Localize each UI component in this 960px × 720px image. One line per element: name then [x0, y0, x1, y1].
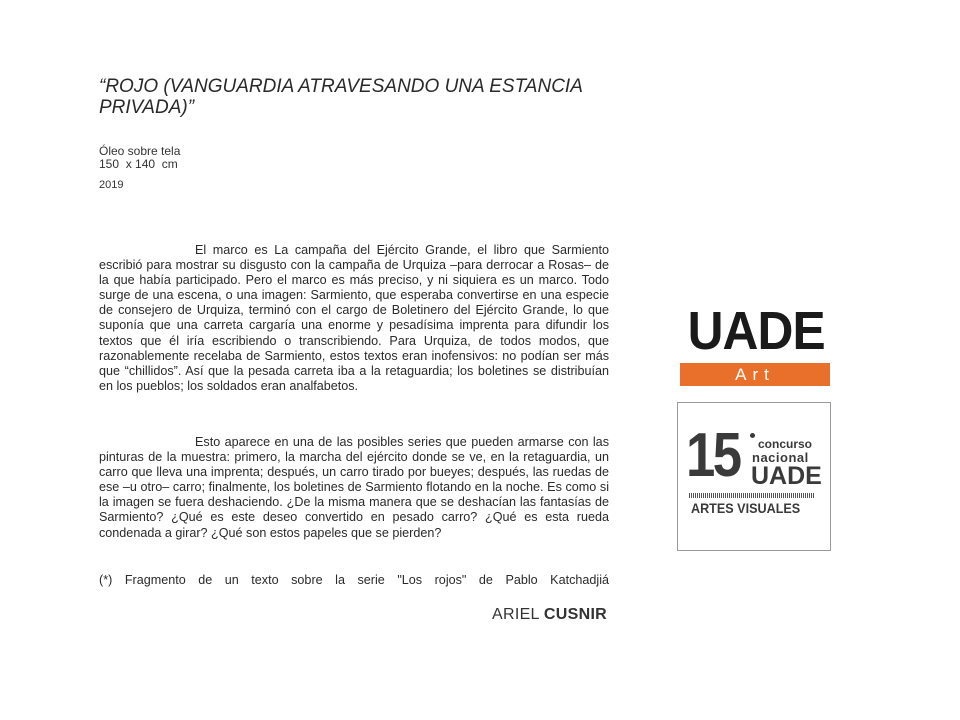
- concurso-line4: ARTES VISUALES: [690, 500, 801, 516]
- paragraph-1-text: El marco es La campaña del Ejército Grande, el libro que Sarmiento escribió para mostrar su disgusto con la campaña de Urquiza –para derrocar a Rosas– de la que había participado. Pero el marco es más preciso, y ni siquiera es un marco. Todo surge de una escena, o una imagen: Sarmiento, que esperaba convertirse en una especie de consejero de Urquiza, terminó con el cargo de Boletinero del Ejército Grande, lo que suponía que una carreta cargaría una enorme y pesadísima imprenta para difundir los textos que él iría escribiendo o transcribiendo. Para Urquiza, de todos modos, que razonablemente recelaba de Sarmiento, estos textos eran inofensivos: no podían ser más que “chillidos”. Así que la pesada carreta iba a la retaguardia; los boletines se distribuían en los pueblos; los soldados eran analfabetos.: [99, 243, 609, 393]
- concurso-dot-icon: [750, 433, 755, 438]
- concurso-line1: concurso: [758, 437, 813, 451]
- paragraph-2-text: Esto aparece en una de las posibles series que pueden armarse con las pinturas de la muestra: primero, la marcha del ejército donde se ve, en la retaguardia, un carro que lleva una imprenta; después, un carro tirado por bueyes; después, las ruedas de ese –u otro– carro; finalmente, los boletines de Sarmiento flotando en la noche. Es como si la imagen se fuera deshaciendo. ¿De la misma manera que se deshacían las fantasías de Sarmiento? ¿Qué es este deseo convertido en pesado carro? ¿Qué es esta rueda condenada a girar? ¿Qué son estos papeles que se pierden?: [99, 435, 609, 540]
- artwork-meta: [99, 145, 180, 171]
- concurso-number: 15: [686, 421, 740, 490]
- author-last-name: CUSNIR: [543, 606, 608, 623]
- uade-art-logo: [677, 291, 829, 394]
- concurso-line2: nacional: [752, 450, 809, 465]
- author-first-name: ARIEL: [492, 606, 540, 623]
- concurso-logo: [677, 402, 831, 551]
- art-logo-bar: Art: [680, 363, 830, 386]
- artwork-dimensions: 150 x 140 cm: [99, 157, 178, 171]
- paragraph-1: [99, 243, 609, 394]
- concurso-divider: [689, 493, 814, 498]
- concurso-line3: UADE: [751, 462, 822, 490]
- uade-logo-text: UADE: [687, 301, 825, 361]
- artwork-technique: Óleo sobre tela: [99, 144, 181, 158]
- source-note: (*) Fragmento de un texto sobre la serie "Los rojos" de Pablo Katchadjiá: [99, 573, 609, 587]
- paragraph-2: [99, 435, 609, 541]
- artwork-title: “ROJO (VANGUARDIA ATRAVESANDO UNA ESTANCIA PRIVADA)”: [99, 76, 583, 118]
- author-name: [492, 606, 607, 624]
- artwork-year: 2019: [99, 179, 124, 191]
